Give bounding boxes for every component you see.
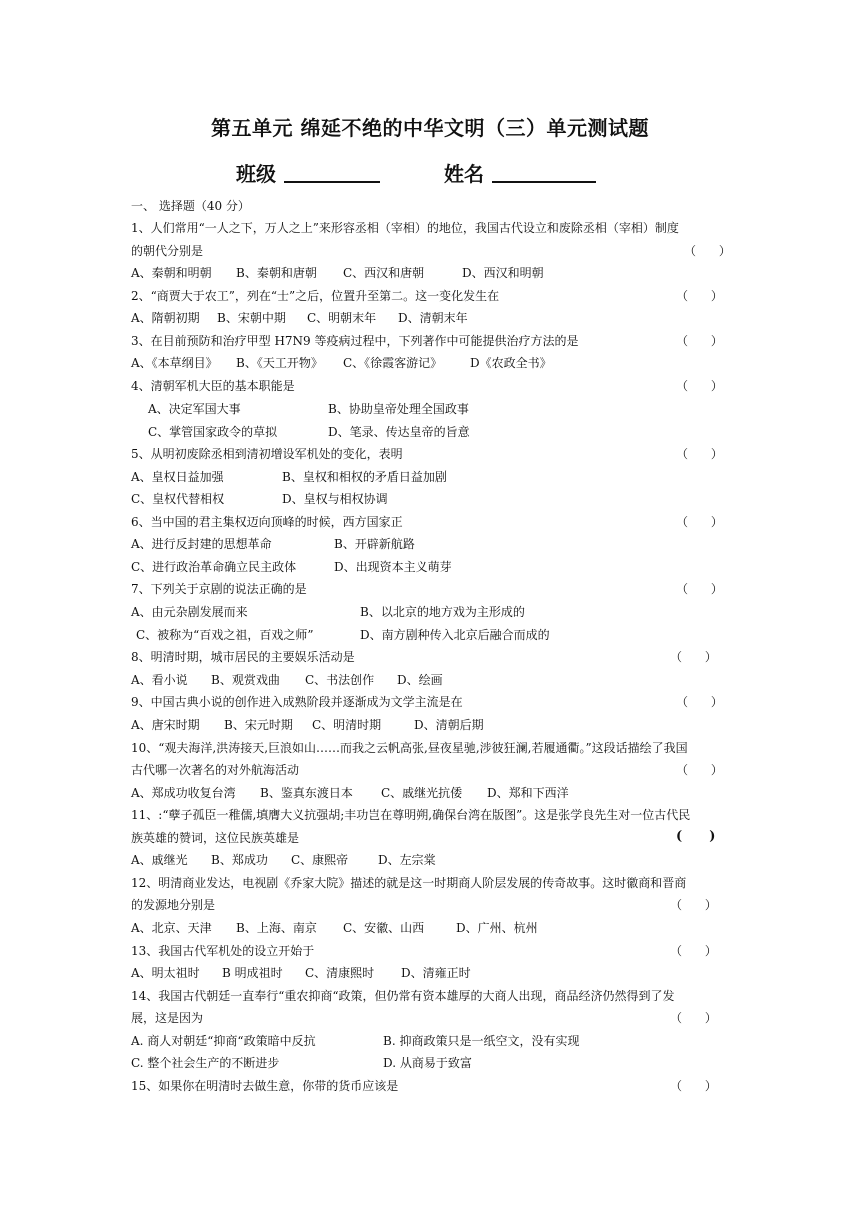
- q1-option-b: B、秦朝和唐朝: [236, 266, 317, 280]
- q3-answer-blank: （ ）: [676, 334, 723, 348]
- q2-option-c: C、明朝末年: [307, 311, 377, 325]
- q4-option-d: D、笔录、传达皇帝的旨意: [328, 425, 470, 439]
- q8-option-a: A、看小说: [131, 673, 188, 687]
- q3-option-a: A、《本草纲目》: [131, 356, 218, 370]
- q1-option-a: A、秦朝和明朝: [131, 266, 212, 280]
- q14-stem-line2: 展，这是因为: [131, 1011, 204, 1025]
- q11-option-d: D、左宗棠: [378, 853, 436, 867]
- q2-answer-blank: （ ）: [676, 289, 723, 303]
- q4-option-c: C、掌管国家政令的草拟: [148, 425, 278, 439]
- q12-stem-line1: 12、明清商业发达，电视剧《乔家大院》描述的就是这一时期商人阶层发展的传奇故事。这时徽商和晋商: [131, 876, 687, 890]
- q5-answer-blank: （ ）: [676, 447, 723, 461]
- q11-option-a: A、戚继光: [131, 853, 188, 867]
- q2-option-b: B、宋朝中期: [217, 311, 286, 325]
- q11-stem-line2: 族英雄的赞词，这位民族英雄是: [131, 831, 300, 845]
- q14-option-b: B. 抑商政策只是一纸空文，没有实现: [383, 1034, 580, 1048]
- q13-stem: 13、我国古代军机处的设立开始于: [131, 944, 315, 958]
- exam-title: 第五单元 绵延不绝的中华文明（三）单元测试题: [211, 116, 649, 140]
- q5-stem: 5、从明初废除丞相到清初增设军机处的变化，表明: [131, 447, 403, 461]
- q14-option-a: A. 商人对朝廷“抑商“政策暗中反抗: [131, 1034, 316, 1048]
- name-blank: [492, 181, 596, 183]
- q8-option-d: D、绘画: [397, 673, 443, 687]
- q1-stem-line2: 的朝代分别是: [131, 244, 204, 258]
- q12-option-c: C、安徽、山西: [343, 921, 425, 935]
- q10-option-c: C、戚继光抗倭: [381, 786, 463, 800]
- q13-option-d: D、清雍正时: [401, 966, 471, 980]
- q4-answer-blank: （ ）: [676, 379, 723, 393]
- q11-stem-line1: 11、:“孽子孤臣一稚儒,填膺大义抗强胡;丰功岂在尊明朔,确保台湾在版图”。这是张学良先生对一位古代民: [131, 808, 691, 822]
- q10-option-d: D、郑和下西洋: [487, 786, 569, 800]
- q7-stem: 7、下列关于京剧的说法正确的是: [131, 582, 307, 596]
- name-label: 姓名: [444, 162, 484, 186]
- q13-option-c: C、清康熙时: [305, 966, 375, 980]
- q4-option-a: A、决定军国大事: [148, 402, 241, 416]
- q10-stem-line2: 古代哪一次著名的对外航海活动: [131, 763, 300, 777]
- q2-option-d: D、清朝末年: [398, 311, 468, 325]
- q11-answer-blank: ( ): [676, 829, 716, 844]
- class-label: 班级: [236, 162, 276, 186]
- q8-stem: 8、明清时期，城市居民的主要娱乐活动是: [131, 650, 355, 664]
- q6-option-a: A、进行反封建的思想革命: [131, 537, 272, 551]
- q1-answer-blank: （ ）: [684, 244, 731, 258]
- q14-option-d: D. 从商易于致富: [383, 1056, 472, 1070]
- q1-stem-line1: 1、人们常用“一人之下，万人之上”来形容丞相（宰相）的地位，我国古代设立和废除丞相（宰相）制度: [131, 221, 679, 235]
- q12-stem-line2: 的发源地分别是: [131, 898, 216, 912]
- q9-option-c: C、明清时期: [312, 718, 382, 732]
- q2-stem: 2、“商贾大于农工”，列在“士”之后，位置升至第二。这一变化发生在: [131, 289, 500, 303]
- q8-option-b: B、观赏戏曲: [211, 673, 280, 687]
- q9-option-d: D、清朝后期: [414, 718, 484, 732]
- q3-stem: 3、在目前预防和治疗甲型 H7N9 等疫病过程中，下列著作中可能提供治疗方法的是: [131, 334, 579, 348]
- q4-option-b: B、协助皇帝处理全国政事: [328, 402, 469, 416]
- class-blank: [284, 181, 380, 183]
- section-heading: 一、 选择题（40 分）: [131, 199, 250, 213]
- q14-option-c: C. 整个社会生产的不断进步: [131, 1056, 280, 1070]
- q14-stem-line1: 14、我国古代朝廷一直奉行“重农抑商“政策，但仍常有资本雄厚的大商人出现，商品经济仍然得到了发: [131, 989, 675, 1003]
- q3-option-c: C、《徐霞客游记》: [343, 356, 443, 370]
- q9-option-a: A、唐宋时期: [131, 718, 200, 732]
- q6-stem: 6、当中国的君主集权迈向顶峰的时候，西方国家正: [131, 515, 403, 529]
- q5-option-c: C、皇权代替相权: [131, 492, 225, 506]
- q11-option-c: C、康熙帝: [291, 853, 349, 867]
- q7-answer-blank: （ ）: [676, 582, 723, 596]
- q10-answer-blank: （ ）: [676, 763, 723, 777]
- q13-option-a: A、明太祖时: [131, 966, 200, 980]
- q12-answer-blank: （ ）: [670, 898, 717, 912]
- q7-option-b: B、以北京的地方戏为主形成的: [360, 605, 525, 619]
- q15-stem: 15、如果你在明清时去做生意，你带的货币应该是: [131, 1079, 399, 1093]
- q9-stem: 9、中国古典小说的创作进入成熟阶段并逐渐成为文学主流是在: [131, 695, 463, 709]
- q4-stem: 4、清朝军机大臣的基本职能是: [131, 379, 295, 393]
- q1-option-c: C、西汉和唐朝: [343, 266, 425, 280]
- q6-option-b: B、开辟新航路: [334, 537, 415, 551]
- q7-option-d: D、南方剧种传入北京后融合而成的: [360, 628, 550, 642]
- q12-option-a: A、北京、天津: [131, 921, 212, 935]
- q10-option-a: A、郑成功收复台湾: [131, 786, 236, 800]
- q6-option-c: C、进行政治革命确立民主政体: [131, 560, 297, 574]
- q7-option-c: C、被称为“百戏之祖，百戏之师”: [136, 628, 314, 642]
- q6-option-d: D、出现资本主义萌芽: [334, 560, 452, 574]
- q12-option-b: B、上海、南京: [236, 921, 317, 935]
- q5-option-b: B、皇权和相权的矛盾日益加剧: [282, 470, 447, 484]
- q13-answer-blank: （ ）: [670, 944, 717, 958]
- q9-answer-blank: （ ）: [676, 695, 723, 709]
- q15-answer-blank: （ ）: [670, 1079, 717, 1093]
- q6-answer-blank: （ ）: [676, 515, 723, 529]
- q9-option-b: B、宋元时期: [224, 718, 293, 732]
- q13-option-b: B 明成祖时: [222, 966, 283, 980]
- q5-option-a: A、皇权日益加强: [131, 470, 224, 484]
- q10-option-b: B、鉴真东渡日本: [260, 786, 353, 800]
- q3-option-b: B、《天工开物》: [236, 356, 323, 370]
- q1-option-d: D、西汉和明朝: [462, 266, 544, 280]
- q7-option-a: A、由元杂剧发展而来: [131, 605, 248, 619]
- q8-answer-blank: （ ）: [670, 650, 717, 664]
- q3-option-d: D《农政全书》: [470, 356, 552, 370]
- q14-answer-blank: （ ）: [670, 1011, 717, 1025]
- q11-option-b: B、郑成功: [211, 853, 268, 867]
- q12-option-d: D、广州、杭州: [456, 921, 538, 935]
- q10-stem-line1: 10、“观夫海洋,洪涛接天,巨浪如山……而我之云帆高张,昼夜星驰,涉彼狂澜,若履通衢。”这段话描绘了我国: [131, 741, 688, 755]
- q5-option-d: D、皇权与相权协调: [282, 492, 388, 506]
- q8-option-c: C、书法创作: [305, 673, 375, 687]
- q2-option-a: A、隋朝初期: [131, 311, 200, 325]
